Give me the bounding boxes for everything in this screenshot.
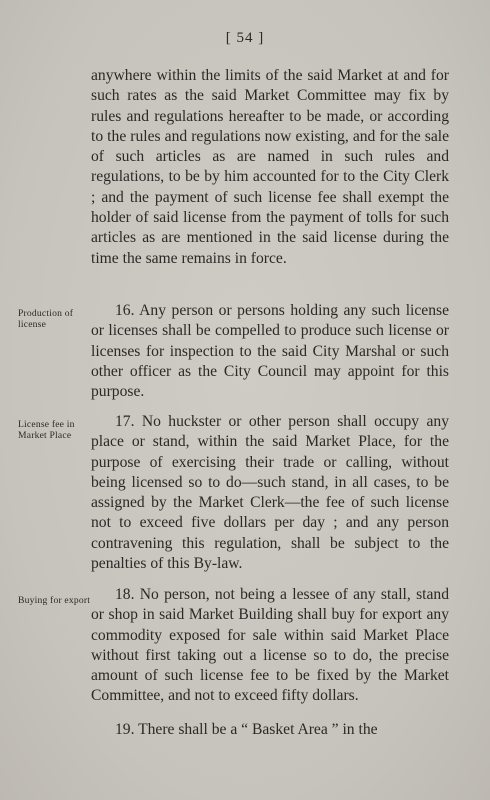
section-17-paragraph	[91, 412, 449, 574]
section-16-paragraph	[91, 301, 449, 402]
section-19-text: 19. There shall be a “ Basket Area ” in the	[115, 721, 378, 738]
page-number: [ 54 ]	[225, 30, 265, 46]
margin-note-buying-for-export: Buying for export	[18, 595, 91, 606]
section-17-text: 17. No huckster or other person shall occupy any place or stand, within the said Market Place, for the purpose of exercising their trade or calling, without being licensed so to do—such stand, in all cases, to be assigned by the Market Clerk—the fee of such license not to exceed five dollars per day ; and any person contravening this regulation, shall be subject to the penalties of this By-law.	[91, 413, 449, 573]
section-18-paragraph	[91, 585, 449, 707]
margin-note-production-of-license: Production of license	[18, 308, 74, 330]
section-19-paragraph	[91, 720, 449, 740]
paragraph-continuation: anywhere within the limits of the said Market at and for such rates as the said Market Committee may fix by rules and regulations hereafter to be made, or according to the rules and regulations now existing, and for the sale of such articles as are named in such rules and regulations, to be by him accounted for to the City Clerk ; and the payment of such license fee shall exempt the holder of said license from the payment of tolls for such articles as are mentioned in the said license during the time the same remains in force.	[91, 67, 449, 267]
section-18-text: 18. No person, not being a lessee of any stall, stand or shop in said Market Building shall buy for export any commodity exposed for sale within said Market Place without first taking out a license so to do, the precise amount of such license fee to be fixed by the Market Committee, and not to exceed fifty dollars.	[91, 586, 449, 705]
section-16-text: 16. Any person or persons holding any such license or licenses shall be compelled to produce such license or licenses for inspection to the said City Marshal or such other officer as the City Council may appoint for this purpose.	[91, 302, 449, 401]
margin-note-license-fee: License fee in Market Place	[18, 419, 75, 441]
